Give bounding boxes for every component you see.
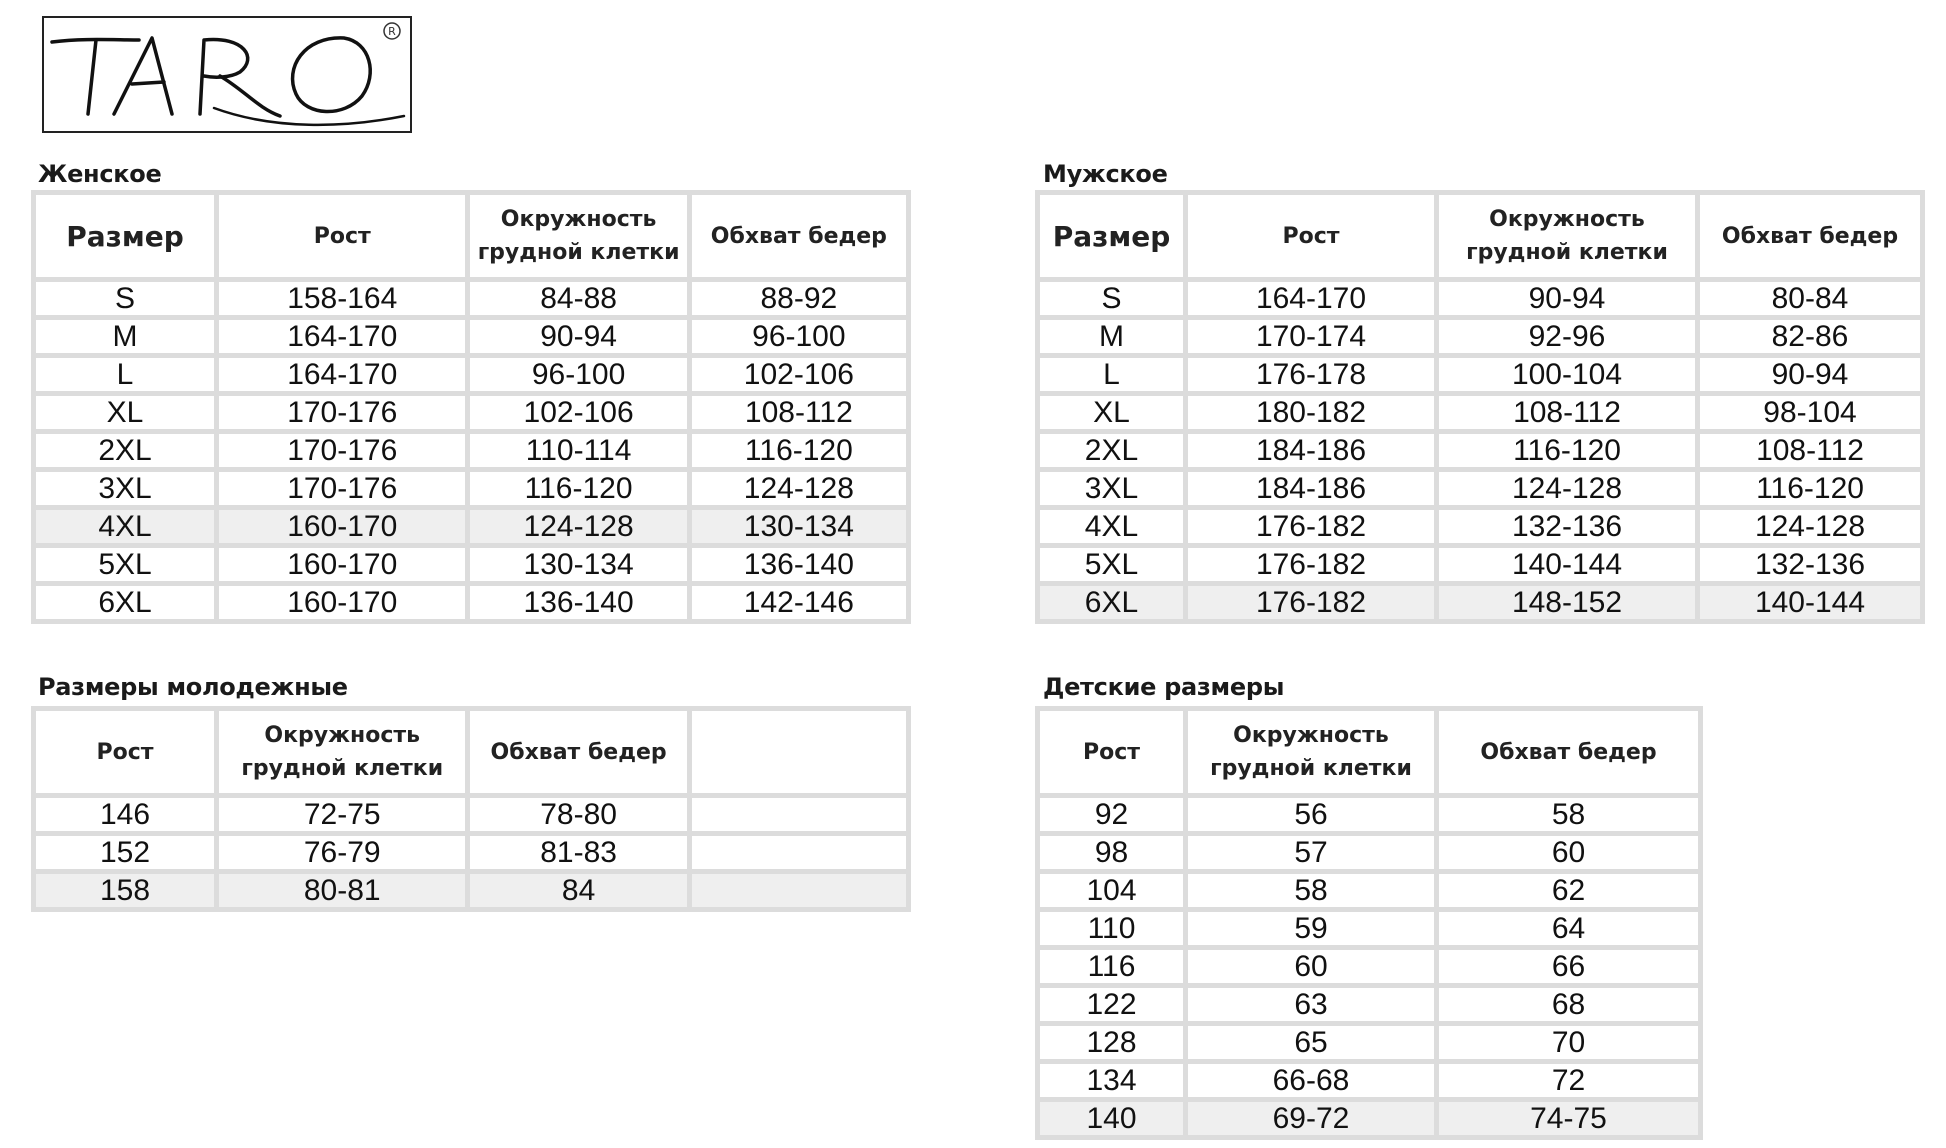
table-row <box>1040 1026 1698 1059</box>
women-header-cell: Окружность грудной клетки <box>470 195 686 277</box>
women-cell: 164-170 <box>219 320 465 353</box>
men-cell: L <box>1040 358 1183 391</box>
women-header-cell: Размер <box>36 195 214 277</box>
kids-cell: 66-68 <box>1188 1064 1434 1097</box>
women-cell: 136-140 <box>692 548 906 581</box>
men-header-cell: Окружность грудной клетки <box>1439 195 1695 277</box>
table-row <box>36 320 906 353</box>
women-cell: M <box>36 320 214 353</box>
youth-header-cell <box>692 711 906 793</box>
kids-cell: 56 <box>1188 798 1434 831</box>
men-cell: 140-144 <box>1439 548 1695 581</box>
kids-cell: 110 <box>1040 912 1183 945</box>
men-cell: 92-96 <box>1439 320 1695 353</box>
kids-cell: 65 <box>1188 1026 1434 1059</box>
men-cell: 90-94 <box>1439 282 1695 315</box>
youth-cell: 146 <box>36 798 214 831</box>
women-cell: 158-164 <box>219 282 465 315</box>
men-cell: 3XL <box>1040 472 1183 505</box>
women-cell: 88-92 <box>692 282 906 315</box>
kids-cell: 116 <box>1040 950 1183 983</box>
men-cell: 170-174 <box>1188 320 1434 353</box>
women-cell: XL <box>36 396 214 429</box>
men-cell: 124-128 <box>1439 472 1695 505</box>
men-cell: 100-104 <box>1439 358 1695 391</box>
women-cell: 3XL <box>36 472 214 505</box>
kids-cell: 98 <box>1040 836 1183 869</box>
table-row <box>1040 434 1920 467</box>
registered-mark-icon <box>384 23 400 39</box>
men-cell: 176-182 <box>1188 586 1434 619</box>
women-cell: 170-176 <box>219 396 465 429</box>
women-cell: 6XL <box>36 586 214 619</box>
men-cell: 148-152 <box>1439 586 1695 619</box>
men-cell: 184-186 <box>1188 472 1434 505</box>
women-cell: 164-170 <box>219 358 465 391</box>
kids-cell: 72 <box>1439 1064 1698 1097</box>
kids-cell: 62 <box>1439 874 1698 907</box>
men-header-cell: Размер <box>1040 195 1183 277</box>
men-cell: 2XL <box>1040 434 1183 467</box>
table-row <box>1040 396 1920 429</box>
women-cell: 170-176 <box>219 472 465 505</box>
kids-header-row <box>1040 711 1698 793</box>
table-row <box>36 282 906 315</box>
women-cell: 5XL <box>36 548 214 581</box>
women-cell: 170-176 <box>219 434 465 467</box>
table-row <box>36 798 906 831</box>
table-row <box>1040 282 1920 315</box>
youth-cell: 76-79 <box>219 836 465 869</box>
men-cell: 108-112 <box>1700 434 1920 467</box>
youth-cell <box>692 836 906 869</box>
table-row <box>1040 874 1698 907</box>
kids-cell: 68 <box>1439 988 1698 1021</box>
women-cell: 116-120 <box>692 434 906 467</box>
men-cell: 176-182 <box>1188 510 1434 543</box>
kids-cell: 60 <box>1188 950 1434 983</box>
women-size-table <box>31 190 911 624</box>
youth-cell: 78-80 <box>470 798 686 831</box>
youth-header-cell: Окружность грудной клетки <box>219 711 465 793</box>
women-cell: 136-140 <box>470 586 686 619</box>
men-cell: 6XL <box>1040 586 1183 619</box>
table-row <box>1040 988 1698 1021</box>
youth-size-table <box>31 706 911 912</box>
women-cell: 90-94 <box>470 320 686 353</box>
youth-cell: 80-81 <box>219 874 465 907</box>
kids-cell: 64 <box>1439 912 1698 945</box>
taro-logo-mark <box>44 18 410 131</box>
kids-header-cell: Окружность грудной клетки <box>1188 711 1434 793</box>
men-cell: 80-84 <box>1700 282 1920 315</box>
women-cell: 124-128 <box>470 510 686 543</box>
women-cell: L <box>36 358 214 391</box>
kids-cell: 60 <box>1439 836 1698 869</box>
youth-cell: 84 <box>470 874 686 907</box>
table-row <box>1040 586 1920 619</box>
youth-header-cell: Обхват бедер <box>470 711 686 793</box>
kids-cell: 140 <box>1040 1102 1183 1135</box>
men-header-cell: Обхват бедер <box>1700 195 1920 277</box>
women-cell: 4XL <box>36 510 214 543</box>
kids-title: Детские размеры <box>1043 673 1285 701</box>
table-row <box>36 434 906 467</box>
kids-cell: 63 <box>1188 988 1434 1021</box>
women-cell: 116-120 <box>470 472 686 505</box>
men-cell: 184-186 <box>1188 434 1434 467</box>
table-row <box>36 472 906 505</box>
kids-header-cell: Обхват бедер <box>1439 711 1698 793</box>
table-row <box>36 396 906 429</box>
women-cell: 142-146 <box>692 586 906 619</box>
kids-cell: 128 <box>1040 1026 1183 1059</box>
women-cell: 2XL <box>36 434 214 467</box>
men-cell: S <box>1040 282 1183 315</box>
men-title: Мужское <box>1043 160 1168 188</box>
youth-cell: 81-83 <box>470 836 686 869</box>
women-cell: 160-170 <box>219 510 465 543</box>
women-cell: 102-106 <box>470 396 686 429</box>
kids-cell: 69-72 <box>1188 1102 1434 1135</box>
women-header-row <box>36 195 906 277</box>
youth-cell <box>692 798 906 831</box>
women-cell: S <box>36 282 214 315</box>
youth-header-row <box>36 711 906 793</box>
men-cell: 90-94 <box>1700 358 1920 391</box>
men-cell: 82-86 <box>1700 320 1920 353</box>
table-row <box>1040 798 1698 831</box>
kids-size-table <box>1035 706 1703 1140</box>
taro-logo <box>42 16 412 133</box>
men-cell: 98-104 <box>1700 396 1920 429</box>
men-cell: 108-112 <box>1439 396 1695 429</box>
women-cell: 160-170 <box>219 586 465 619</box>
men-cell: 132-136 <box>1700 548 1920 581</box>
kids-cell: 104 <box>1040 874 1183 907</box>
kids-cell: 122 <box>1040 988 1183 1021</box>
men-cell: XL <box>1040 396 1183 429</box>
women-cell: 84-88 <box>470 282 686 315</box>
table-row <box>1040 358 1920 391</box>
youth-cell <box>692 874 906 907</box>
table-row <box>1040 1102 1698 1135</box>
men-size-table <box>1035 190 1925 624</box>
table-row <box>1040 320 1920 353</box>
table-row <box>36 548 906 581</box>
women-cell: 130-134 <box>470 548 686 581</box>
men-cell: M <box>1040 320 1183 353</box>
table-row <box>1040 548 1920 581</box>
men-cell: 176-182 <box>1188 548 1434 581</box>
women-cell: 96-100 <box>470 358 686 391</box>
table-row <box>36 836 906 869</box>
men-header-row <box>1040 195 1920 277</box>
women-cell: 124-128 <box>692 472 906 505</box>
kids-cell: 74-75 <box>1439 1102 1698 1135</box>
women-cell: 96-100 <box>692 320 906 353</box>
men-cell: 116-120 <box>1700 472 1920 505</box>
youth-cell: 158 <box>36 874 214 907</box>
kids-cell: 66 <box>1439 950 1698 983</box>
kids-cell: 57 <box>1188 836 1434 869</box>
kids-cell: 58 <box>1439 798 1698 831</box>
women-cell: 102-106 <box>692 358 906 391</box>
women-header-cell: Рост <box>219 195 465 277</box>
men-cell: 116-120 <box>1439 434 1695 467</box>
men-cell: 4XL <box>1040 510 1183 543</box>
men-cell: 180-182 <box>1188 396 1434 429</box>
youth-cell: 152 <box>36 836 214 869</box>
kids-cell: 134 <box>1040 1064 1183 1097</box>
men-cell: 164-170 <box>1188 282 1434 315</box>
women-title: Женское <box>38 160 162 188</box>
table-row <box>1040 472 1920 505</box>
table-row <box>1040 510 1920 543</box>
women-cell: 160-170 <box>219 548 465 581</box>
youth-header-cell: Рост <box>36 711 214 793</box>
men-cell: 140-144 <box>1700 586 1920 619</box>
women-cell: 110-114 <box>470 434 686 467</box>
men-header-cell: Рост <box>1188 195 1434 277</box>
kids-cell: 70 <box>1439 1026 1698 1059</box>
kids-cell: 58 <box>1188 874 1434 907</box>
table-row <box>1040 950 1698 983</box>
table-row <box>36 358 906 391</box>
table-row <box>1040 912 1698 945</box>
kids-cell: 59 <box>1188 912 1434 945</box>
table-row <box>36 586 906 619</box>
kids-cell: 92 <box>1040 798 1183 831</box>
youth-title: Размеры молодежные <box>38 673 348 701</box>
men-cell: 176-178 <box>1188 358 1434 391</box>
women-cell: 130-134 <box>692 510 906 543</box>
svg-text:R: R <box>388 25 396 38</box>
men-cell: 132-136 <box>1439 510 1695 543</box>
table-row <box>36 874 906 907</box>
table-row <box>1040 836 1698 869</box>
men-cell: 124-128 <box>1700 510 1920 543</box>
women-cell: 108-112 <box>692 396 906 429</box>
men-cell: 5XL <box>1040 548 1183 581</box>
table-row <box>36 510 906 543</box>
table-row <box>1040 1064 1698 1097</box>
women-header-cell: Обхват бедер <box>692 195 906 277</box>
kids-header-cell: Рост <box>1040 711 1183 793</box>
youth-cell: 72-75 <box>219 798 465 831</box>
